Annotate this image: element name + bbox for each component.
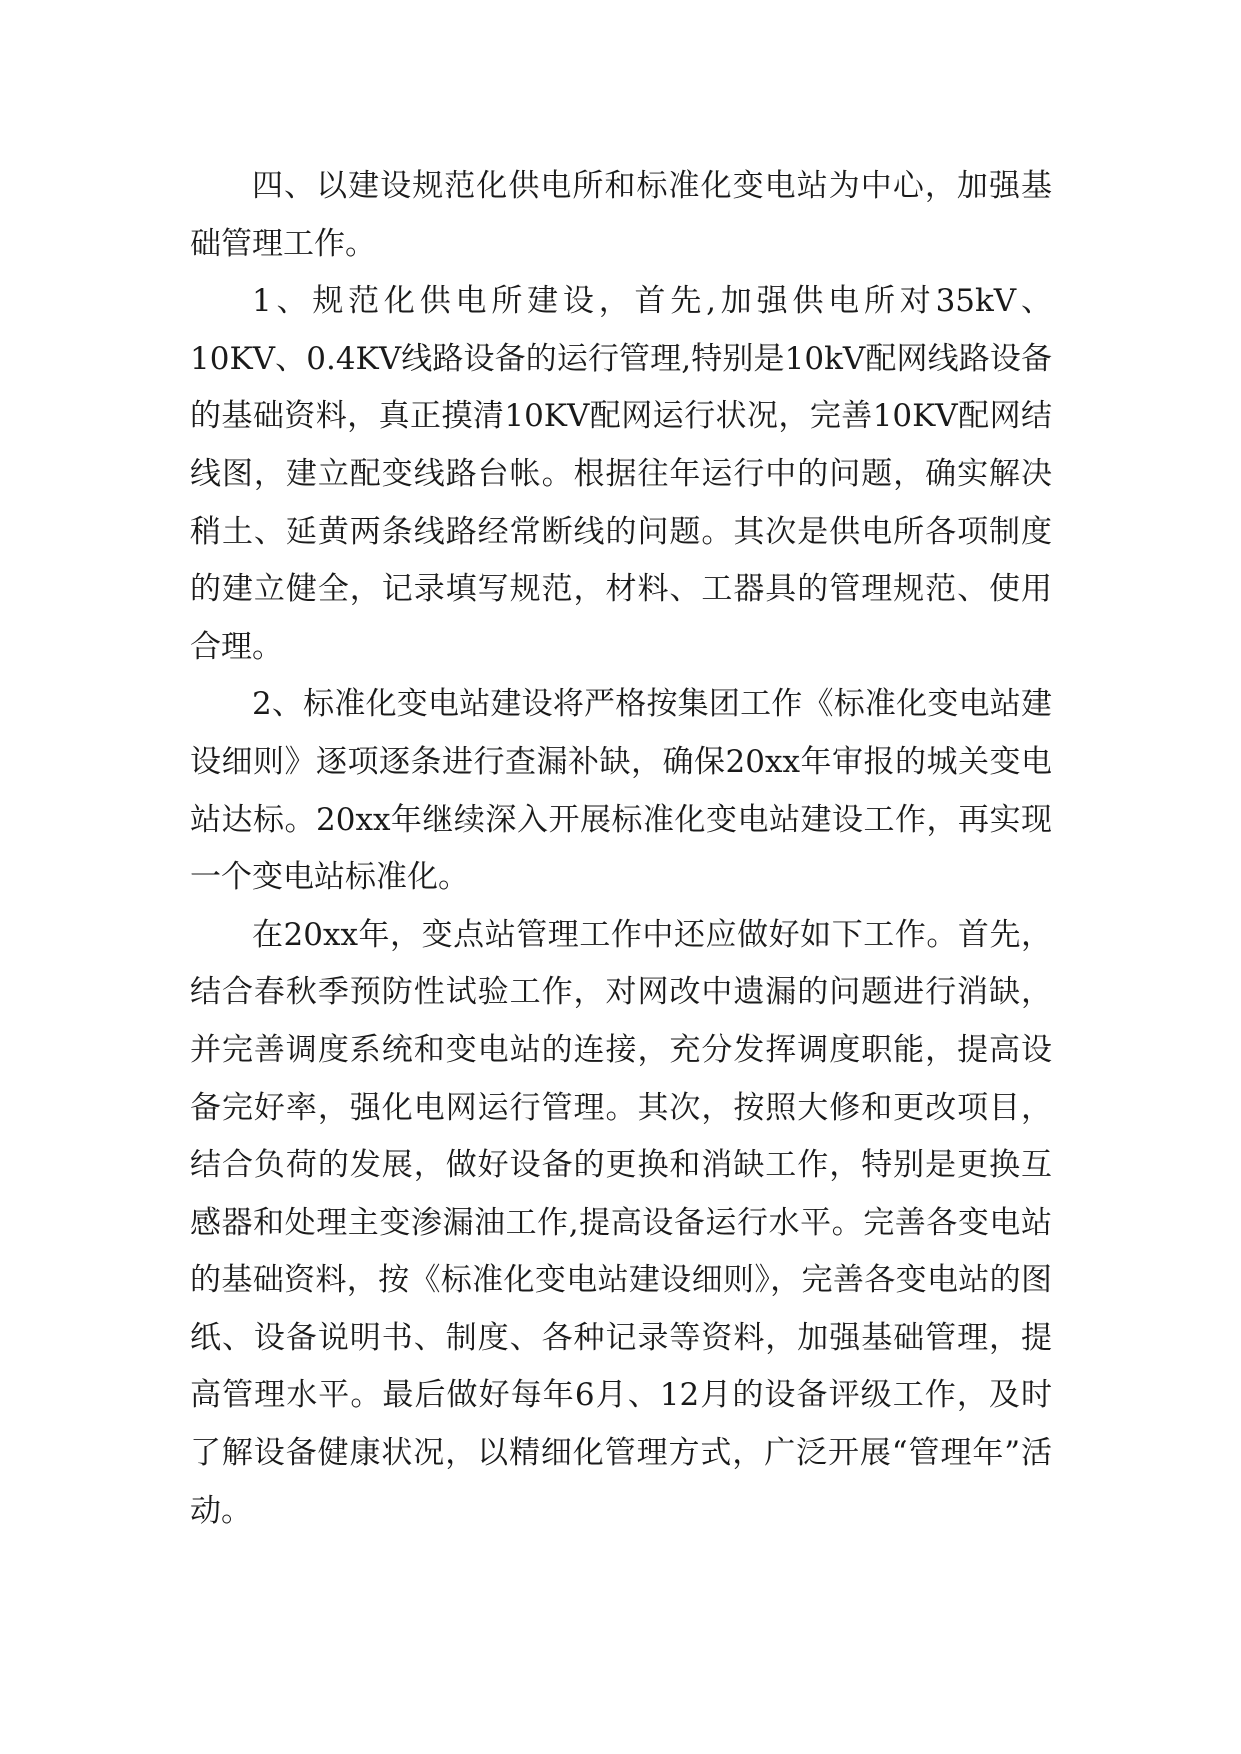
paragraph-substation-standard: 2、标准化变电站建设将严格按集团工作《标准化变电站建设细则》逐项逐条进行查漏补缺，确保20xx年审报的城关变电站达标。20xx年继续深入开展标准化变电站建设工作，再实现一个变电站标准化。 bbox=[190, 686, 1052, 896]
document-body bbox=[190, 158, 1052, 1540]
paragraph-substation-management: 在20xx年，变点站管理工作中还应做好如下工作。首先，结合春秋季预防性试验工作，对网改中遗漏的问题进行消缺，并完善调度系统和变电站的连接，充分发挥调度职能，提高设备完好率，强化电网运行管理。其次，按照大修和更改项目，结合负荷的发展，做好设备的更换和消缺工作，特别是更换互感器和处理主变渗漏油工作,提高设备运行水平。完善各变电站的基础资料，按《标准化变电站建设细则》，完善各变电站的图纸、设备说明书、制度、各种记录等资料，加强基础管理，提高管理水平。最后做好每年6月、12月的设备评级工作，及时了解设备健康状况，以精细化管理方式，广泛开展“管理年”活动。 bbox=[190, 916, 1052, 1529]
section-heading-paragraph: 四、以建设规范化供电所和标准化变电站为中心，加强基础管理工作。 bbox=[190, 168, 1052, 262]
paragraph-supply-station: 1、规范化供电所建设，首先,加强供电所对35kV、10KV、0.4KV线路设备的运行管理,特别是10kV配网线路设备的基础资料，真正摸清10KV配网运行状况，完善10KV配网结线图，建立配变线路台帐。根据往年运行中的问题，确实解决稍土、延黄两条线路经常断线的问题。其次是供电所各项制度的建立健全，记录填写规范，材料、工器具的管理规范、使用合理。 bbox=[190, 283, 1052, 665]
